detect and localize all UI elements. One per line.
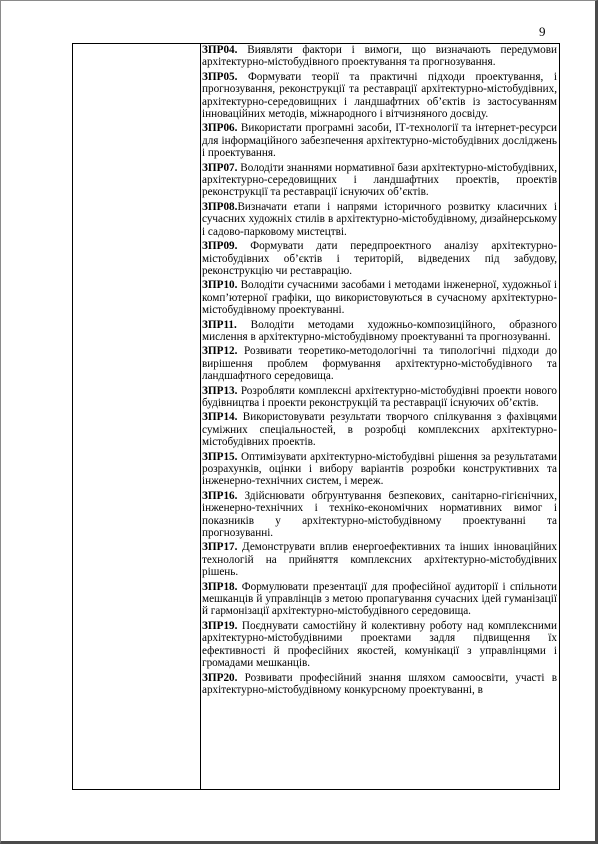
outcome-item: [202, 581, 557, 618]
outcome-code: ЗПР15.: [202, 450, 238, 463]
outcome-code: ЗПР16.: [202, 489, 238, 502]
outcome-code: ЗПР06.: [202, 122, 238, 135]
outcome-text: Володіти сучасними засобами і методами інженерної, художньої і комп’ютерної графіки, що використовуються в сучасному архітектурно-містобудівному проектуванні.: [202, 279, 557, 317]
outcome-item: [202, 162, 557, 199]
outcome-item: [202, 490, 557, 540]
outcome-item: [202, 345, 557, 382]
outcome-code: ЗПР04.: [202, 44, 238, 56]
outcome-item: [202, 279, 557, 316]
outcome-code: ЗПР12.: [202, 345, 238, 358]
outcome-code: ЗПР10.: [202, 279, 238, 292]
outcome-text: Формувати дати передпроектного аналізу архітектурно-містобудівних об’єктів і територій, відведених під забудову, реконструкцію чи реставрацію.: [202, 240, 557, 277]
outcome-item: [202, 319, 557, 344]
outcome-code: ЗПР17.: [202, 541, 238, 554]
outcome-text: Демонструвати вплив енергоефективних та інших інноваційних технологій на прийняття комплексних архітектурно-містобудівних рішень.: [202, 541, 557, 579]
outcome-text: Оптимізувати архітектурно-містобудівні рішення за результатами розрахунків, оцінки і вибору варіантів розробки конструктивних та інженерно-технічних систем, і мереж.: [202, 450, 557, 488]
outcome-code: ЗПР07.: [202, 161, 238, 174]
outcome-text: Володіти знаннями нормативної бази архітектурно-містобудівних, архітектурно-середовищних і ландшафтних проектів, проектів реконструкції та реставрації існуючих об’єктів.: [202, 161, 557, 199]
outcome-code: ЗПР13.: [202, 384, 238, 397]
outcome-code: ЗПР14.: [202, 411, 238, 424]
outcome-code: ЗПР20.: [202, 671, 238, 684]
outcome-text: Виявляти фактори і вимоги, що визначають передумови архітектурно-містобудівного проектування та прогнозування.: [202, 44, 557, 69]
outcome-item: [202, 451, 557, 488]
outcome-text: Визначати етапи і напрями історичного розвитку класичних і сучасних художніх стилів в архітектурно-містобудівному, дизайнерському і садово-парковому мистецтві.: [202, 200, 557, 238]
outcome-item: [202, 620, 557, 670]
outcome-text: Розвивати професійний знання шляхом самоосвіти, участі в архітектурно-містобудівному конкурсному проектуванні, в: [202, 671, 557, 696]
outcome-text: Використовувати результати творчого спілкування з фахівцями суміжних спеціальностей, в розробці комплексних архітектурно-містобудівних проектів.: [202, 411, 557, 449]
outcome-text: Використати програмні засоби, ІТ-технології та інтернет-ресурси для інформаційного забезпечення архітектурно-містобудівних досліджень і проектування.: [202, 122, 557, 160]
outcome-text: Здійснювати обґрунтування безпекових, санітарно-гігієнічних, інженерно-технічних і техніко-економічних нормативних вимог і показників у архітектурно-містобудівному проектуванні та прогнозуванні.: [202, 489, 557, 540]
outcome-item: [202, 672, 557, 697]
outcome-item: [202, 240, 557, 277]
outcome-item: [202, 411, 557, 448]
outcome-item: [202, 122, 557, 159]
outcome-item: [202, 44, 557, 69]
column-divider: [200, 43, 201, 790]
outcome-code: ЗПР09.: [202, 240, 238, 253]
outcome-text: Формувати теорії та практичні підходи проектування, і прогнозування, реконструкції та реставрації архітектурно-містобудівних, архітектурно-середовищних і ландшафтних об’єктів із застосуванням інноваційних методів, міжнародного і вітчизняного досвіду.: [202, 70, 557, 121]
outcome-code: ЗПР08.: [202, 200, 238, 213]
outcome-text: Розробляти комплексні архітектурно-містобудівні проекти нового будівництва і проекти реконструкцій та реставрації існуючих об’єктів.: [202, 384, 557, 409]
outcome-text: Володіти методами художньо-композиційного, образного мислення в архітектурно-містобудівному проектуванні та прогнозуванні.: [202, 318, 557, 343]
outcome-code: ЗПР11.: [202, 318, 237, 331]
outcome-code: ЗПР19.: [202, 619, 238, 632]
outcome-code: ЗПР05.: [202, 70, 238, 83]
outcome-item: [202, 71, 557, 121]
outcome-item: [202, 541, 557, 578]
outcome-item: [202, 385, 557, 410]
outcomes-list: [202, 44, 557, 698]
outcome-code: ЗПР18.: [202, 580, 238, 593]
outcome-text: Поєднувати самостійну й колективну роботу над комплексними архітектурно-містобудівними проектами задля підвищення їх ефективності й професійних якостей, комунікації з управлінцями і громадами мешканців.: [202, 619, 557, 670]
outcome-text: Формулювати презентації для професійної аудиторії і спільноти мешканців й управлінців з метою пропагування сучасних ідей гуманізації й гармонізації архітектурно-містобудівного середовища.: [202, 580, 557, 618]
outcome-text: Розвивати теоретико-методологічні та типологічні підходи до вирішення проблем формування архітектурно-містобудівного та ландшафтного середовища.: [202, 345, 557, 383]
outcome-item: [202, 201, 557, 238]
page-number: 9: [539, 24, 546, 39]
